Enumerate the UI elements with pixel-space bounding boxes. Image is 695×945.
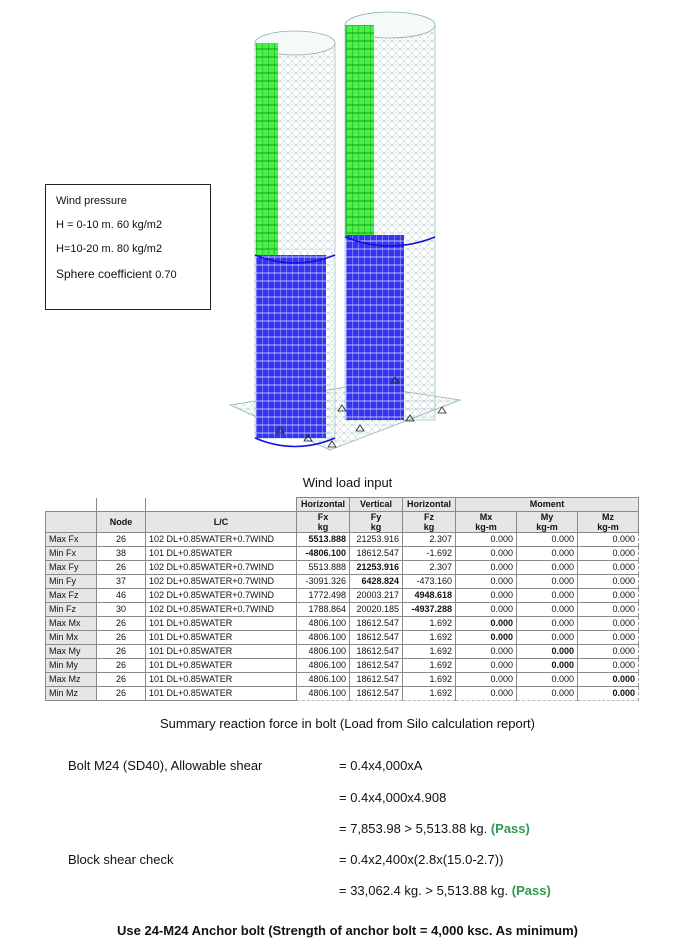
group-horizontal-fz: Horizontal: [403, 498, 456, 512]
mz-cell: 0.000: [578, 631, 639, 645]
table-row: [46, 645, 639, 659]
row-label: Max Mz: [46, 673, 97, 687]
col-fx: Fx kg: [297, 512, 350, 533]
lc-cell: 102 DL+0.85WATER+0.7WIND: [146, 533, 297, 547]
fz-cell: -473.160: [403, 575, 456, 589]
sphere-coefficient-value: 0.70: [155, 269, 177, 281]
my-cell: 0.000: [517, 589, 578, 603]
lc-cell: 101 DL+0.85WATER: [146, 547, 297, 561]
node-cell: 26: [97, 617, 146, 631]
mz-cell: 0.000: [578, 575, 639, 589]
fx-cell: 1788.864: [297, 603, 350, 617]
fx-cell: 4806.100: [297, 673, 350, 687]
mx-cell: 0.000: [456, 673, 517, 687]
node-cell: 26: [97, 533, 146, 547]
table-row: [46, 603, 639, 617]
bolt-check-line-3: = 7,853.98 > 5,513.88 kg. (Pass): [339, 821, 530, 836]
sphere-coefficient: [56, 267, 210, 281]
block-check-label: Block shear check: [68, 852, 174, 867]
node-cell: 26: [97, 645, 146, 659]
mz-cell: 0.000: [578, 617, 639, 631]
fy-cell: 18612.547: [350, 547, 403, 561]
lc-cell: 101 DL+0.85WATER: [146, 673, 297, 687]
mz-cell: 0.000: [578, 561, 639, 575]
bolt-check-line-2: = 0.4x4,000x4.908: [339, 790, 447, 805]
fz-cell: 1.692: [403, 687, 456, 701]
conclusion-text: Use 24-M24 Anchor bolt (Strength of anchor bolt = 4,000 ksc. As minimum): [117, 923, 578, 938]
lc-cell: 102 DL+0.85WATER+0.7WIND: [146, 561, 297, 575]
mz-cell: 0.000: [578, 547, 639, 561]
lc-cell: 101 DL+0.85WATER: [146, 631, 297, 645]
mx-cell: 0.000: [456, 617, 517, 631]
fy-cell: 20003.217: [350, 589, 403, 603]
figure-caption: Wind load input: [302, 475, 393, 490]
mz-cell: 0.000: [578, 659, 639, 673]
fz-cell: 1.692: [403, 631, 456, 645]
fz-cell: 1.692: [403, 617, 456, 631]
row-label: Max Fy: [46, 561, 97, 575]
fz-cell: -1.692: [403, 547, 456, 561]
mx-cell: 0.000: [456, 645, 517, 659]
row-label: Min Mz: [46, 687, 97, 701]
table-row: [46, 561, 639, 575]
bolt-check-label: Bolt M24 (SD40), Allowable shear: [68, 758, 263, 773]
table-row: [46, 533, 639, 547]
my-cell: 0.000: [517, 631, 578, 645]
fx-cell: 4806.100: [297, 631, 350, 645]
lc-cell: 101 DL+0.85WATER: [146, 645, 297, 659]
wind-pressure-title: Wind pressure: [56, 195, 127, 207]
reaction-summary-table: [45, 497, 639, 701]
fy-cell: 21253.916: [350, 533, 403, 547]
mx-cell: 0.000: [456, 603, 517, 617]
mx-cell: 0.000: [456, 561, 517, 575]
mx-cell: 0.000: [456, 659, 517, 673]
fz-cell: 1.692: [403, 659, 456, 673]
silo-left: [255, 31, 335, 447]
row-label: Max Fx: [46, 533, 97, 547]
lc-cell: 101 DL+0.85WATER: [146, 617, 297, 631]
row-label: Min Mx: [46, 631, 97, 645]
fy-cell: 18612.547: [350, 617, 403, 631]
my-cell: 0.000: [517, 561, 578, 575]
fz-cell: 2.307: [403, 561, 456, 575]
row-label: Min Fy: [46, 575, 97, 589]
wind-pressure-box: [45, 184, 211, 310]
row-label: Min My: [46, 659, 97, 673]
row-label: Max Mx: [46, 617, 97, 631]
table-row: [46, 589, 639, 603]
fy-cell: 18612.547: [350, 645, 403, 659]
table-row: [46, 673, 639, 687]
mx-cell: 0.000: [456, 575, 517, 589]
table-caption: Summary reaction force in bolt (Load from Silo calculation report): [160, 716, 535, 731]
table-group-header-row: [46, 498, 639, 512]
my-cell: 0.000: [517, 603, 578, 617]
fx-cell: 1772.498: [297, 589, 350, 603]
node-cell: 26: [97, 687, 146, 701]
node-cell: 26: [97, 561, 146, 575]
mx-cell: 0.000: [456, 589, 517, 603]
mz-cell: 0.000: [578, 533, 639, 547]
node-cell: 46: [97, 589, 146, 603]
fx-cell: -3091.326: [297, 575, 350, 589]
node-cell: 26: [97, 659, 146, 673]
group-moment: Moment: [456, 498, 639, 512]
silo-right: [345, 12, 435, 420]
lc-cell: 101 DL+0.85WATER: [146, 659, 297, 673]
fy-cell: 18612.547: [350, 631, 403, 645]
col-my: My kg-m: [517, 512, 578, 533]
my-cell: 0.000: [517, 575, 578, 589]
my-cell: 0.000: [517, 687, 578, 701]
row-label: Max Fz: [46, 589, 97, 603]
col-mx: Mx kg-m: [456, 512, 517, 533]
block-check-line-2: = 33,062.4 kg. > 5,513.88 kg. (Pass): [339, 883, 551, 898]
mx-cell: 0.000: [456, 547, 517, 561]
lc-cell: 102 DL+0.85WATER+0.7WIND: [146, 603, 297, 617]
mz-cell: 0.000: [578, 603, 639, 617]
my-cell: 0.000: [517, 645, 578, 659]
fy-cell: 20020.185: [350, 603, 403, 617]
my-cell: 0.000: [517, 617, 578, 631]
my-cell: 0.000: [517, 533, 578, 547]
group-vertical: Vertical: [350, 498, 403, 512]
fz-cell: 1.692: [403, 645, 456, 659]
mz-cell: 0.000: [578, 645, 639, 659]
fy-cell: 6428.824: [350, 575, 403, 589]
fx-cell: 5513.888: [297, 533, 350, 547]
mz-cell: 0.000: [578, 673, 639, 687]
row-label: Max My: [46, 645, 97, 659]
fy-cell: 18612.547: [350, 673, 403, 687]
mx-cell: 0.000: [456, 631, 517, 645]
block-check-status: (Pass): [511, 883, 551, 898]
fz-cell: 4948.618: [403, 589, 456, 603]
node-cell: 26: [97, 631, 146, 645]
mz-cell: 0.000: [578, 687, 639, 701]
col-fz: Fz kg: [403, 512, 456, 533]
node-cell: 30: [97, 603, 146, 617]
table-row: [46, 687, 639, 701]
row-label: Min Fx: [46, 547, 97, 561]
fx-cell: 5513.888: [297, 561, 350, 575]
col-lc: L/C: [146, 512, 297, 533]
fx-cell: -4806.100: [297, 547, 350, 561]
node-cell: 38: [97, 547, 146, 561]
row-label: Min Fz: [46, 603, 97, 617]
fz-cell: 1.692: [403, 673, 456, 687]
table-column-header-row: [46, 512, 639, 533]
bolt-check-line-1: = 0.4x4,000xA: [339, 758, 423, 773]
fx-cell: 4806.100: [297, 645, 350, 659]
lc-cell: 102 DL+0.85WATER+0.7WIND: [146, 589, 297, 603]
fx-cell: 4806.100: [297, 617, 350, 631]
lc-cell: 102 DL+0.85WATER+0.7WIND: [146, 575, 297, 589]
fz-cell: 2.307: [403, 533, 456, 547]
node-cell: 37: [97, 575, 146, 589]
mx-cell: 0.000: [456, 687, 517, 701]
col-mz: Mz kg-m: [578, 512, 639, 533]
table-row: [46, 617, 639, 631]
mx-cell: 0.000: [456, 533, 517, 547]
sphere-coefficient-label: Sphere coefficient: [56, 267, 152, 281]
fy-cell: 21253.916: [350, 561, 403, 575]
my-cell: 0.000: [517, 673, 578, 687]
mz-cell: 0.000: [578, 589, 639, 603]
bolt-check-status: (Pass): [490, 821, 530, 836]
table-row: [46, 631, 639, 645]
node-cell: 26: [97, 673, 146, 687]
fz-cell: -4937.288: [403, 603, 456, 617]
fy-cell: 18612.547: [350, 659, 403, 673]
fy-cell: 18612.547: [350, 687, 403, 701]
block-check-line-1: = 0.4x2,400x(2.8x(15.0-2.7)): [339, 852, 504, 867]
wind-pressure-line-1: H = 0-10 m. 60 kg/m2: [56, 219, 163, 231]
lc-cell: 101 DL+0.85WATER: [146, 687, 297, 701]
silo-model-figure: [220, 5, 480, 465]
table-row: [46, 659, 639, 673]
table-row: [46, 575, 639, 589]
col-node: Node: [97, 512, 146, 533]
fx-cell: 4806.100: [297, 687, 350, 701]
wind-pressure-line-2: H=10-20 m. 80 kg/m2: [56, 243, 163, 255]
my-cell: 0.000: [517, 547, 578, 561]
fx-cell: 4806.100: [297, 659, 350, 673]
col-fy: Fy kg: [350, 512, 403, 533]
table-row: [46, 547, 639, 561]
group-horizontal-fx: Horizontal: [297, 498, 350, 512]
my-cell: 0.000: [517, 659, 578, 673]
